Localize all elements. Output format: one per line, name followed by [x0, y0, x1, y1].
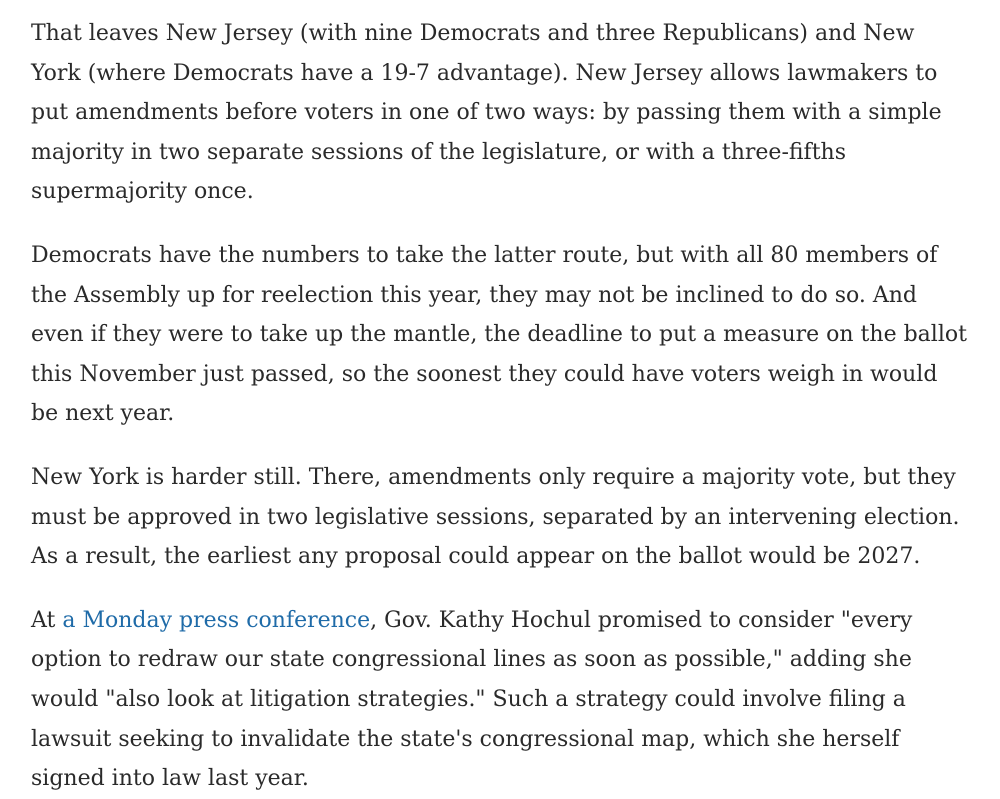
- press-conference-link[interactable]: a Monday press conference: [62, 607, 371, 633]
- paragraph-democrats-route: Democrats have the numbers to take the latter route, but with all 80 members of the Assembly up for reelection this year, they may not be inclined to do so. And even if they were to take up the mantle, the deadline to put a measure on the ballot this November just passed, so the soonest they could have voters weigh in would be next year.: [31, 242, 967, 427]
- paragraph-hochul: [31, 601, 970, 799]
- paragraph-text-before-link: At: [31, 607, 63, 633]
- paragraph-new-jersey: That leaves New Jersey (with nine Democrats and three Republicans) and New York (where Democrats have a 19-7 advantage). New Jersey allows lawmakers to put amendments before voters in one of two ways: by passing them with a simple majority in two separate sessions of the legislature, or with a three-fifths supermajority once.: [31, 21, 942, 205]
- paragraph-text-after-link: , Gov. Kathy Hochul promised to consider "every option to redraw our state congressional lines as soon as possible," adding she would "also look at litigation strategies." Such a strategy could involve filing a lawsuit seeking to invalidate the state's congressional map, which she herself signed into law last year.: [31, 607, 913, 792]
- paragraph-new-york: New York is harder still. There, amendments only require a majority vote, but they must be approved in two legislative sessions, separated by an intervening election. As a result, the earliest any proposal could appear on the ballot would be 2027.: [31, 464, 960, 570]
